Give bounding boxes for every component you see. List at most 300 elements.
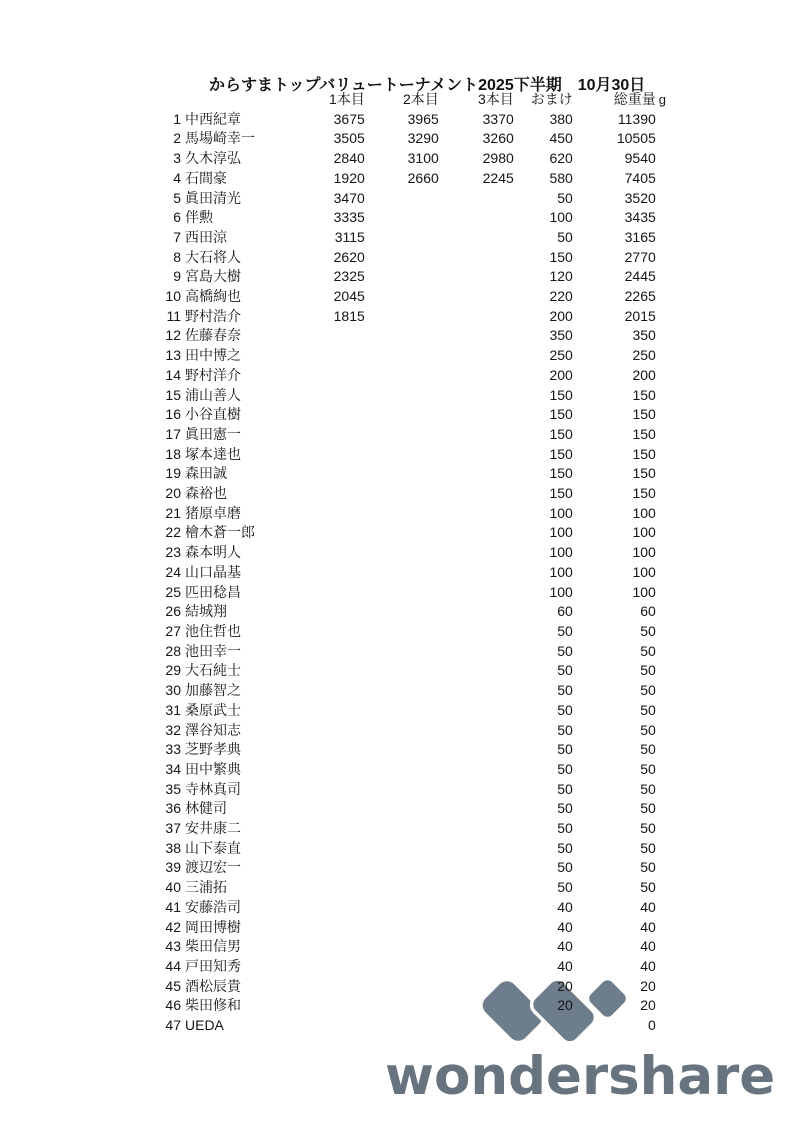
round2-cell [365, 642, 439, 662]
name-cell: 戸田知秀 [185, 957, 241, 974]
rank-cell: 44 [165, 957, 181, 974]
round2-cell [365, 445, 439, 465]
total-cell: 40 [640, 918, 656, 935]
name-cell: 寺林真司 [185, 780, 241, 797]
round2-cell [365, 504, 439, 524]
name-cell: 芝野孝典 [185, 741, 241, 758]
rank-cell: 32 [165, 721, 181, 738]
round2-cell [365, 681, 439, 701]
total-cell: 10505 [616, 130, 656, 147]
total-cell: 100 [632, 563, 656, 580]
round3-cell [439, 642, 514, 662]
name-cell: 酒松辰貴 [185, 977, 241, 994]
round3-cell [439, 366, 514, 386]
round1-cell [329, 386, 365, 406]
round2-cell [365, 819, 439, 839]
bonus-cell: 580 [549, 169, 573, 186]
bonus-cell: 50 [557, 682, 573, 699]
unit-cell [656, 386, 670, 406]
bonus-cell: 100 [549, 209, 573, 226]
table-row [165, 740, 670, 760]
name-cell: 猪原卓磨 [185, 504, 241, 521]
bonus-cell: 40 [557, 957, 573, 974]
round1-cell [329, 681, 365, 701]
round2-cell [365, 996, 439, 1016]
round1-cell [329, 937, 365, 957]
rank-cell: 2 [173, 130, 181, 147]
total-cell: 50 [640, 721, 656, 738]
unit-cell [656, 760, 670, 780]
round1-cell [329, 346, 365, 366]
total-cell: 2445 [624, 268, 656, 285]
round2-cell [365, 898, 439, 918]
round2-cell [365, 287, 439, 307]
round3-cell [439, 681, 514, 701]
round3-cell [439, 622, 514, 642]
unit-cell [656, 701, 670, 721]
round3-cell [439, 425, 514, 445]
table-row [165, 504, 670, 524]
unit-cell [656, 149, 670, 169]
rank-cell: 18 [165, 445, 181, 462]
round1-cell [329, 878, 365, 898]
header-round1: 1本目 [329, 91, 365, 107]
round2-cell [365, 248, 439, 268]
table-row [165, 307, 670, 327]
total-cell: 150 [632, 485, 656, 502]
round2-cell: 3965 [407, 110, 439, 127]
round3-cell [439, 287, 514, 307]
round2-cell [365, 780, 439, 800]
round1-cell [329, 366, 365, 386]
table-row [165, 189, 670, 209]
unit-cell [656, 622, 670, 642]
table-row [165, 780, 670, 800]
bonus-cell: 60 [557, 603, 573, 620]
round2-cell [365, 346, 439, 366]
unit-cell [656, 307, 670, 327]
name-cell: 伴勲 [185, 209, 213, 226]
round2-cell: 3100 [407, 150, 439, 167]
round2-cell [365, 464, 439, 484]
total-cell: 20 [640, 977, 656, 994]
name-cell: 安井康二 [185, 820, 241, 837]
total-cell: 0 [648, 1017, 656, 1034]
unit-cell [656, 898, 670, 918]
unit-cell [656, 1016, 670, 1036]
name-cell: 中西紀章 [185, 110, 241, 127]
bonus-cell: 250 [549, 347, 573, 364]
round3-cell [439, 760, 514, 780]
round1-cell: 1815 [333, 307, 365, 324]
rank-cell: 9 [173, 268, 181, 285]
round1-cell [329, 957, 365, 977]
unit-cell [656, 267, 670, 287]
name-cell: 塚本達也 [185, 445, 241, 462]
rank-cell: 47 [165, 1017, 181, 1034]
name-cell: 小谷直樹 [185, 406, 241, 423]
round1-cell [329, 563, 365, 583]
total-cell: 50 [640, 642, 656, 659]
rank-cell: 11 [166, 307, 181, 324]
rank-cell: 35 [165, 780, 181, 797]
unit-cell [656, 484, 670, 504]
table-row [165, 129, 670, 149]
name-cell: 田中繁典 [185, 760, 241, 777]
round2-cell [365, 957, 439, 977]
bonus-cell: 50 [557, 820, 573, 837]
total-cell: 2265 [624, 288, 656, 305]
bonus-cell: 220 [549, 288, 573, 305]
name-cell: 眞田憲一 [185, 425, 241, 442]
table-row [165, 898, 670, 918]
round2-cell [365, 523, 439, 543]
bonus-cell: 380 [549, 110, 573, 127]
total-cell: 50 [640, 662, 656, 679]
table-row [165, 208, 670, 228]
round3-cell [439, 386, 514, 406]
round1-cell: 3675 [333, 110, 365, 127]
table-row [165, 445, 670, 465]
bonus-cell: 50 [557, 760, 573, 777]
round3-cell [439, 307, 514, 327]
round1-cell [329, 326, 365, 346]
name-cell: 森本明人 [185, 544, 241, 561]
round1-cell [329, 583, 365, 603]
bonus-cell: 50 [557, 642, 573, 659]
total-cell: 100 [632, 524, 656, 541]
table-row [165, 366, 670, 386]
round3-cell [439, 839, 514, 859]
table-row [165, 937, 670, 957]
round3-cell [439, 661, 514, 681]
unit-cell [656, 543, 670, 563]
round2-cell [365, 366, 439, 386]
rank-cell: 19 [165, 465, 181, 482]
name-cell: 柴田信男 [185, 938, 241, 955]
rank-cell: 1 [173, 110, 181, 127]
total-cell: 100 [632, 544, 656, 561]
unit-cell [656, 819, 670, 839]
header-total: 総重量 [613, 91, 656, 107]
round1-cell: 2840 [333, 150, 365, 167]
unit-cell [656, 287, 670, 307]
table-row [165, 287, 670, 307]
table-row [165, 346, 670, 366]
bonus-cell: 620 [549, 150, 573, 167]
round3-cell [439, 1016, 514, 1036]
round3-cell [439, 563, 514, 583]
name-cell: 結城翔 [185, 603, 227, 620]
round2-cell [365, 839, 439, 859]
unit-cell [656, 681, 670, 701]
table-row [165, 169, 670, 189]
bonus-cell: 50 [557, 721, 573, 738]
round3-cell [439, 445, 514, 465]
round1-cell [329, 642, 365, 662]
bonus-cell: 50 [557, 189, 573, 206]
name-cell: 山下泰直 [185, 839, 241, 856]
total-cell: 150 [632, 386, 656, 403]
table-row [165, 957, 670, 977]
unit-cell [656, 425, 670, 445]
round1-cell [329, 918, 365, 938]
table-row [165, 484, 670, 504]
unit-cell [656, 110, 670, 130]
table-row [165, 701, 670, 721]
round1-cell [329, 405, 365, 425]
unit-cell [656, 977, 670, 997]
total-cell: 40 [640, 898, 656, 915]
unit-cell [656, 326, 670, 346]
unit-cell [656, 583, 670, 603]
bonus-cell: 350 [549, 327, 573, 344]
total-cell: 3520 [624, 189, 656, 206]
table-header-row [165, 90, 670, 110]
round2-cell [365, 583, 439, 603]
table-row [165, 819, 670, 839]
name-cell: 佐藤春奈 [185, 327, 241, 344]
rank-cell: 22 [165, 524, 181, 541]
unit-cell [656, 602, 670, 622]
round1-cell [329, 464, 365, 484]
wondershare-watermark-text: wondershare [385, 1046, 776, 1107]
bonus-cell [514, 1016, 573, 1036]
round3-cell [439, 484, 514, 504]
rank-cell: 16 [165, 406, 181, 423]
round1-cell [329, 1016, 365, 1036]
name-cell: 馬場崎幸一 [185, 130, 255, 147]
round2-cell [365, 701, 439, 721]
bonus-cell: 100 [549, 583, 573, 600]
round1-cell [329, 799, 365, 819]
unit-cell [656, 740, 670, 760]
rank-cell: 24 [165, 563, 181, 580]
total-cell: 20 [640, 997, 656, 1014]
total-cell: 100 [632, 504, 656, 521]
table-row [165, 228, 670, 248]
total-cell: 50 [640, 780, 656, 797]
name-cell: 浦山善人 [185, 386, 241, 403]
name-cell: 柴田修和 [185, 997, 241, 1014]
bonus-cell: 40 [557, 918, 573, 935]
rank-cell: 26 [165, 603, 181, 620]
bonus-cell: 50 [557, 741, 573, 758]
round2-cell [365, 740, 439, 760]
bonus-cell: 50 [557, 859, 573, 876]
round1-cell [329, 484, 365, 504]
bonus-cell: 50 [557, 622, 573, 639]
bonus-cell: 50 [557, 662, 573, 679]
page-title: からすまトップバリュートーナメント2025下半期 10月30日 [209, 77, 646, 94]
round2-cell [365, 386, 439, 406]
round3-cell [439, 346, 514, 366]
round1-cell [329, 760, 365, 780]
round3-cell [439, 267, 514, 287]
round2-cell [365, 267, 439, 287]
bonus-cell: 50 [557, 228, 573, 245]
name-cell: 山口晶基 [185, 563, 241, 580]
results-table-body [165, 110, 670, 1036]
round1-cell: 2045 [333, 288, 365, 305]
rank-cell: 23 [165, 544, 181, 561]
name-cell: 林健司 [185, 800, 227, 817]
round2-cell [365, 563, 439, 583]
rank-cell: 12 [165, 327, 181, 344]
name-cell: 野村洋介 [185, 366, 241, 383]
name-cell: 森裕也 [185, 485, 227, 502]
table-row [165, 760, 670, 780]
name-cell: 桑原武士 [185, 701, 241, 718]
table-row [165, 996, 670, 1016]
header-rank [165, 90, 181, 110]
round3-cell [439, 326, 514, 346]
bonus-cell: 100 [549, 524, 573, 541]
rank-cell: 15 [165, 386, 181, 403]
bonus-cell: 100 [549, 563, 573, 580]
round1-cell [329, 977, 365, 997]
total-cell: 50 [640, 800, 656, 817]
round2-cell [365, 760, 439, 780]
unit-cell [656, 878, 670, 898]
rank-cell: 29 [165, 662, 181, 679]
round2-cell [365, 918, 439, 938]
round1-cell: 3505 [333, 130, 365, 147]
bonus-cell: 120 [549, 268, 573, 285]
rank-cell: 8 [173, 248, 181, 265]
rank-cell: 10 [165, 288, 181, 305]
unit-cell [656, 563, 670, 583]
round2-cell [365, 721, 439, 741]
round1-cell [329, 622, 365, 642]
total-cell: 11390 [617, 110, 656, 127]
rank-cell: 34 [165, 760, 181, 777]
table-row [165, 425, 670, 445]
round2-cell [365, 799, 439, 819]
name-cell: UEDA [185, 1017, 224, 1034]
bonus-cell: 450 [549, 130, 573, 147]
table-row [165, 563, 670, 583]
table-row [165, 721, 670, 741]
total-cell: 50 [640, 741, 656, 758]
name-cell: 岡田博樹 [185, 918, 241, 935]
total-cell: 350 [632, 327, 656, 344]
table-row [165, 602, 670, 622]
round1-cell [329, 661, 365, 681]
round3-cell [439, 780, 514, 800]
table-row [165, 523, 670, 543]
round3-cell [439, 799, 514, 819]
rank-cell: 36 [165, 800, 181, 817]
round1-cell [329, 602, 365, 622]
round3-cell: 3370 [482, 110, 514, 127]
unit-cell [656, 996, 670, 1016]
header-round3: 3本目 [478, 91, 514, 107]
total-cell: 3435 [624, 209, 656, 226]
bonus-cell: 200 [549, 366, 573, 383]
total-cell: 250 [632, 347, 656, 364]
bonus-cell: 50 [557, 879, 573, 896]
round2-cell: 3290 [407, 130, 439, 147]
round2-cell [365, 878, 439, 898]
name-cell: 宮島大樹 [185, 268, 241, 285]
results-table [165, 90, 670, 1036]
round2-cell [365, 484, 439, 504]
round3-cell [439, 937, 514, 957]
round2-cell [365, 977, 439, 997]
table-row [165, 543, 670, 563]
unit-cell [656, 799, 670, 819]
total-cell: 40 [640, 938, 656, 955]
round3-cell: 2245 [482, 169, 514, 186]
name-cell: 田中博之 [185, 347, 241, 364]
rank-cell: 13 [165, 347, 181, 364]
round3-cell [439, 819, 514, 839]
name-cell: 西田涼 [185, 228, 227, 245]
round3-cell [439, 228, 514, 248]
total-cell: 50 [640, 622, 656, 639]
table-row [165, 839, 670, 859]
rank-cell: 40 [165, 879, 181, 896]
total-cell: 7405 [624, 169, 656, 186]
rank-cell: 31 [165, 701, 181, 718]
bonus-cell: 100 [549, 544, 573, 561]
table-row [165, 661, 670, 681]
round1-cell [329, 858, 365, 878]
name-cell: 池田幸一 [185, 642, 241, 659]
rank-cell: 14 [165, 366, 181, 383]
round1-cell: 1920 [333, 169, 365, 186]
unit-cell [656, 523, 670, 543]
total-cell: 50 [640, 701, 656, 718]
name-cell: 三浦拓 [185, 879, 227, 896]
unit-cell [656, 504, 670, 524]
table-row [165, 1016, 670, 1036]
total-cell: 3165 [624, 228, 656, 245]
round2-cell [365, 228, 439, 248]
unit-cell [656, 405, 670, 425]
total-cell: 2770 [624, 248, 656, 265]
name-cell: 久木淳弘 [185, 150, 241, 167]
round3-cell [439, 189, 514, 209]
round2-cell: 2660 [407, 169, 439, 186]
round2-cell [365, 405, 439, 425]
total-cell: 100 [632, 583, 656, 600]
round1-cell [329, 504, 365, 524]
round1-cell: 3470 [333, 189, 365, 206]
table-row [165, 149, 670, 169]
round1-cell [329, 445, 365, 465]
round1-cell [329, 523, 365, 543]
rank-cell: 30 [165, 682, 181, 699]
rank-cell: 3 [173, 150, 181, 167]
round1-cell [329, 996, 365, 1016]
name-cell: 安藤浩司 [185, 898, 241, 915]
round3-cell: 2980 [482, 150, 514, 167]
total-cell: 150 [632, 465, 656, 482]
table-row [165, 405, 670, 425]
unit-cell [656, 169, 670, 189]
table-row [165, 267, 670, 287]
rank-cell: 6 [173, 209, 181, 226]
total-cell: 60 [640, 603, 656, 620]
bonus-cell: 20 [557, 977, 573, 994]
rank-cell: 45 [165, 977, 181, 994]
table-row [165, 326, 670, 346]
round2-cell [365, 858, 439, 878]
total-cell: 150 [632, 425, 656, 442]
round3-cell [439, 996, 514, 1016]
